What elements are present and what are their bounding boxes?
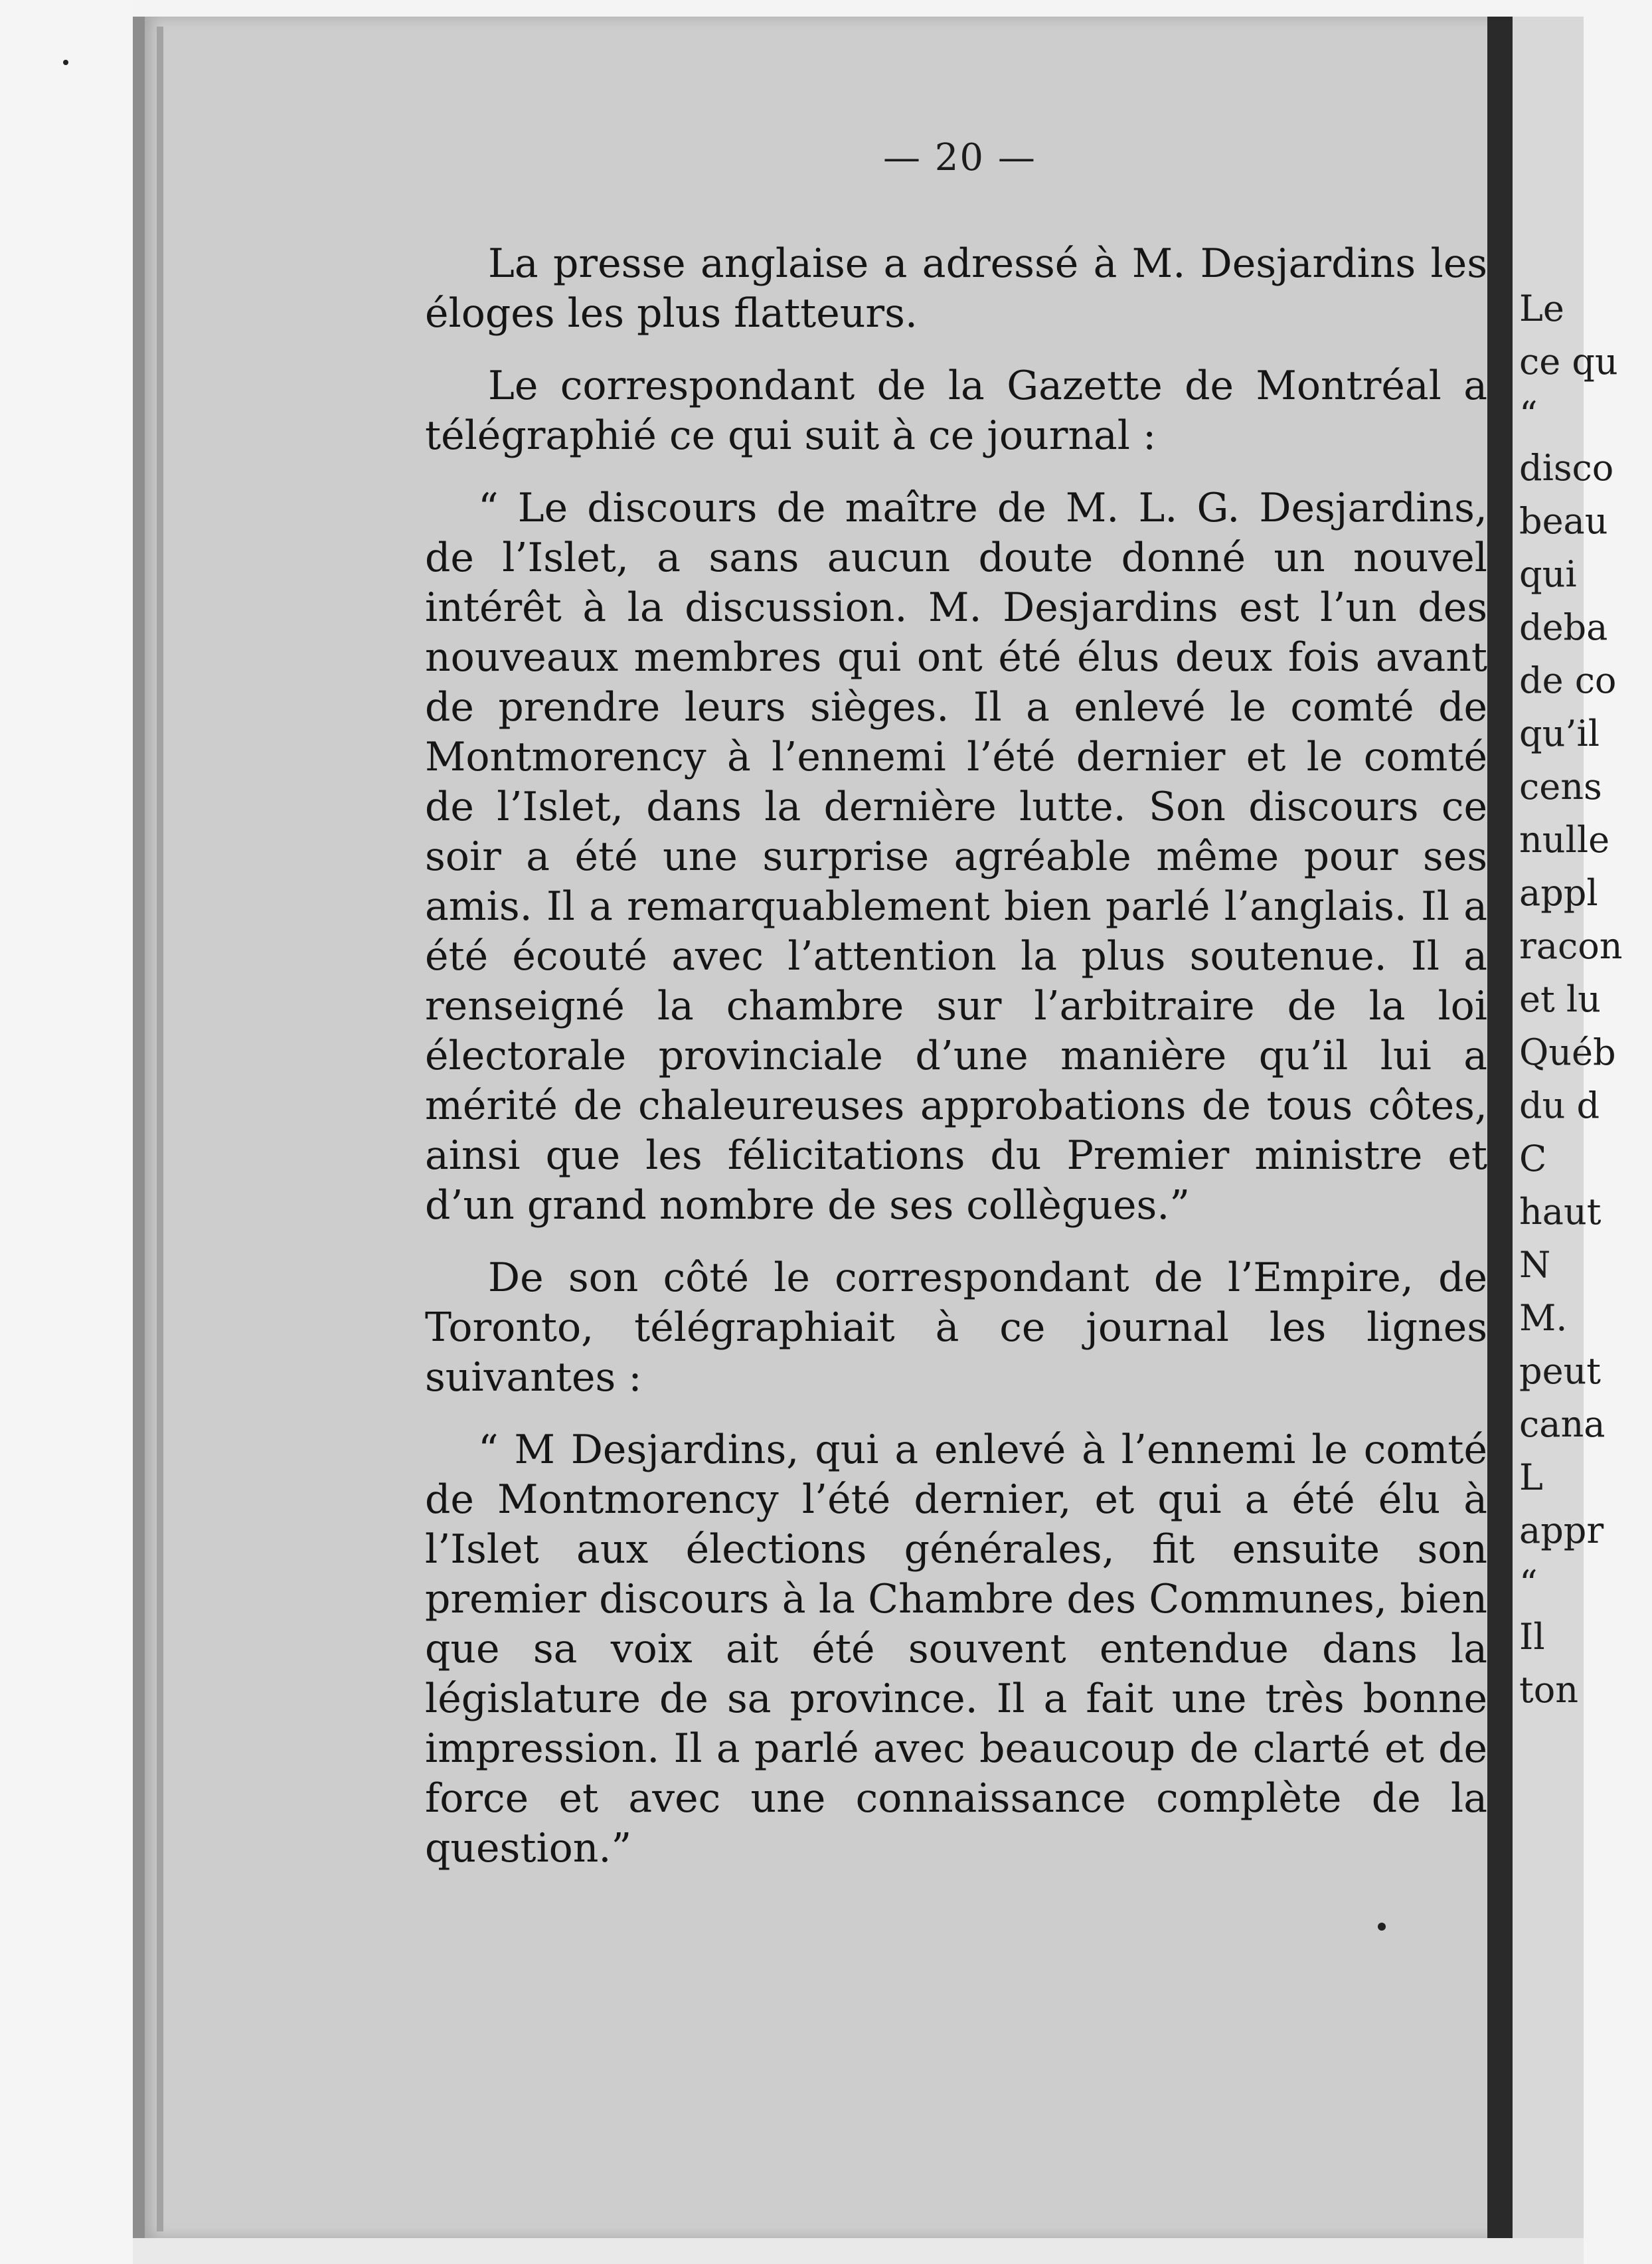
ink-speck [63, 60, 68, 65]
adjacent-line: Il [1519, 1616, 1545, 1658]
quote-gazette: “ Le discours de maître de M. L. G. Desjardins, de l’Islet, a sans aucun doute donné un nouvel intérêt à la discussion. M. Desjardins est l’un des nouveaux membres qui ont été élus deux fois avant de prendre leurs sièges. Il a enlevé le comté de Montmorency à l’ennemi l’été dernier et le comté de l’Islet, dans la dernière lutte. Son discours ce soir a été une surprise agréable même pour ses amis. Il a remarquablement bien parlé l’anglais. Il a été écouté avec l’attention la plus soutenue. Il a renseigné la chambre sur l’arbitraire de la loi électorale provinciale d’une manière qu’il lui a mérité de chaleureuses approbations de tous côtes, ainsi que les félicitations du Premier ministre et d’un grand nombre de ses collègues.” [425, 485, 1487, 1229]
page-body [425, 239, 1487, 1873]
quote-empire: “ M Desjardins, qui a enlevé à l’ennemi le comté de Montmorency l’été dernier, et qui a été élu à l’Islet aux élections générales, fit ensuite son premier discours à la Chambre des Communes, bien que sa voix ait été souvent entendue dans la législature de sa province. Il a fait une très bonne impression. Il a parlé avec beaucoup de clarté et de force et avec une connaissance complète de la question.” [425, 1427, 1487, 1872]
adjacent-line: N [1519, 1244, 1551, 1286]
adjacent-line: ce qu [1519, 341, 1618, 383]
adjacent-line: appr [1519, 1510, 1604, 1551]
adjacent-line: haut [1519, 1191, 1602, 1233]
adjacent-line: et lu [1519, 978, 1601, 1020]
adjacent-line: deba [1519, 606, 1608, 648]
adjacent-line: cana [1519, 1403, 1606, 1445]
page-edge [157, 27, 163, 2231]
adjacent-line: C [1519, 1138, 1547, 1179]
adjacent-line: “ [1519, 1563, 1538, 1605]
adjacent-line: nulle [1519, 819, 1610, 861]
adjacent-line: du d [1519, 1085, 1600, 1126]
adjacent-line: M. [1519, 1297, 1568, 1339]
adjacent-line: L [1519, 1456, 1543, 1498]
adjacent-line: disco [1519, 447, 1614, 489]
adjacent-line: appl [1519, 872, 1598, 914]
adjacent-line: Le [1519, 288, 1564, 329]
adjacent-line: de co [1519, 659, 1617, 701]
adjacent-line: “ [1519, 394, 1538, 436]
page-number: — 20 — [883, 136, 1036, 179]
adjacent-line: ton [1519, 1669, 1578, 1711]
paragraph-empire-intro: De son côté le correspondant de l’Empire, de Toronto, télégraphiait à ce journal les lignes suivantes : [425, 1255, 1487, 1401]
adjacent-page-lines [1519, 282, 1652, 1717]
paragraph-press: La presse anglaise a adressé à M. Desjardins les éloges les plus flatteurs. [425, 240, 1487, 337]
adjacent-page-fragment [1513, 17, 1623, 2238]
adjacent-line: racon [1519, 925, 1623, 967]
adjacent-line: Québ [1519, 1031, 1616, 1073]
scan-background [0, 0, 133, 2264]
adjacent-line: beau [1519, 500, 1608, 542]
adjacent-line: cens [1519, 766, 1602, 808]
adjacent-line: qu’il [1519, 713, 1600, 754]
adjacent-line: qui [1519, 553, 1577, 595]
book-gutter [1487, 17, 1513, 2238]
adjacent-line: peut [1519, 1350, 1602, 1392]
ink-speck [1378, 1923, 1386, 1931]
scan-bottom-margin [133, 2238, 1584, 2264]
paragraph-gazette-intro: Le correspondant de la Gazette de Montréal a télégraphié ce qui suit à ce journal : [425, 363, 1487, 459]
